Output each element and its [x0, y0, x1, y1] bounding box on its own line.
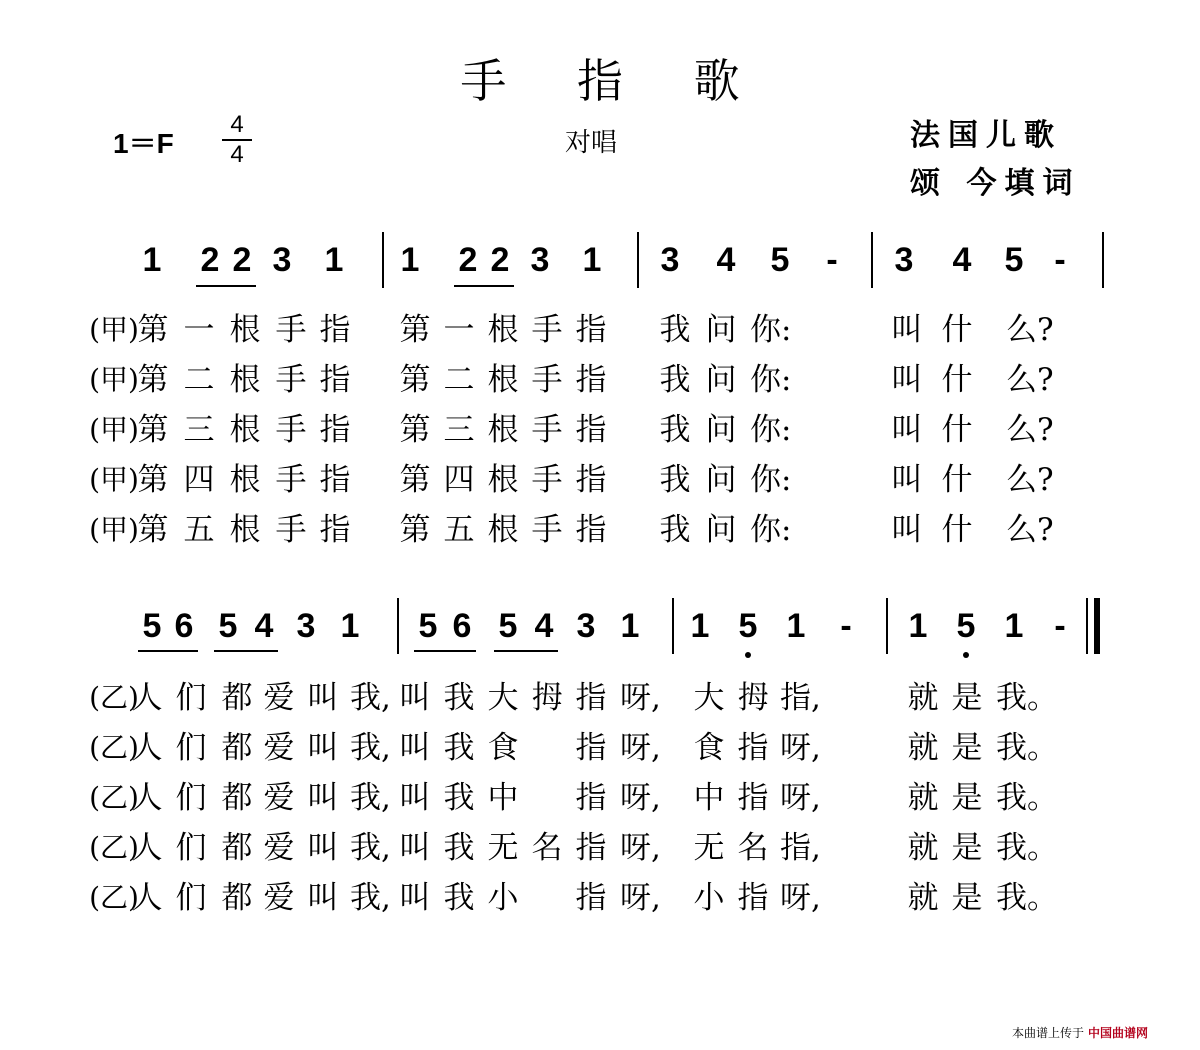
note-dash: - [1054, 241, 1066, 279]
lyric-char: 一 [443, 312, 475, 348]
lyric-part-marker: (乙) [89, 881, 139, 914]
lyric-char: 呀, [620, 830, 661, 866]
lyric-char: 根 [229, 312, 261, 348]
lyric-char: 我。 [996, 830, 1058, 866]
lyric-char: 指 [575, 312, 607, 348]
lyric-part-marker: (乙) [89, 681, 139, 714]
lyric-char: 叫 [399, 880, 431, 916]
note: 2 [232, 241, 252, 279]
lyric-char: 我, [350, 730, 391, 766]
lyric-char: 什 [941, 412, 973, 448]
lyric-char: 指 [575, 830, 607, 866]
low-octave-dot [745, 652, 751, 658]
lyric-char: 三 [443, 412, 475, 448]
lyric-char: 都 [221, 730, 253, 766]
note: 1 [582, 241, 602, 279]
lyric-char: 叫 [891, 462, 923, 498]
note: 1 [620, 607, 640, 645]
note: 5 [498, 607, 518, 645]
lyric-part-marker: (甲) [89, 363, 139, 396]
lyric-char: 什 [941, 512, 973, 548]
lyric-char: 人 [131, 830, 163, 866]
lyric-char: 手 [531, 462, 563, 498]
lyric-char: 你: [750, 512, 792, 548]
lyric-char: 根 [229, 512, 261, 548]
lyric-char: 第 [137, 462, 169, 498]
time-signature [222, 112, 252, 168]
note: 1 [690, 607, 710, 645]
lyric-char: 指 [319, 462, 351, 498]
lyric-char: 指 [737, 730, 769, 766]
note: 4 [534, 607, 554, 645]
lyric-char: 手 [531, 362, 563, 398]
lyric-char: 叫 [307, 680, 339, 716]
lyric-char: 人 [131, 730, 163, 766]
note: 4 [716, 241, 736, 279]
note: 5 [418, 607, 438, 645]
lyric-char: 叫 [307, 780, 339, 816]
lyric-char: 是 [951, 780, 983, 816]
lyric-char: 什 [941, 312, 973, 348]
lyric-char: 就 [907, 730, 939, 766]
lyric-char: 根 [487, 362, 519, 398]
lyric-char: 无 [693, 830, 725, 866]
note: 1 [786, 607, 806, 645]
lyric-char: 大 [693, 680, 725, 716]
note: 4 [254, 607, 274, 645]
lyric-char: 第 [137, 412, 169, 448]
lyric-char: 爱 [263, 680, 295, 716]
lyric-char: 什 [941, 362, 973, 398]
eighth-beam [196, 285, 256, 287]
note-dash: - [826, 241, 838, 279]
key-signature: 1＝F [113, 128, 174, 159]
lyric-char: 么? [1006, 312, 1054, 348]
lyric-char: 们 [175, 680, 207, 716]
lyric-part-marker: (甲) [89, 513, 139, 546]
lyric-char: 你: [750, 312, 792, 348]
lyric-char: 第 [137, 312, 169, 348]
barline [637, 232, 639, 288]
lyric-char: 么? [1006, 362, 1054, 398]
performance-note: 对唱 [565, 127, 618, 157]
lyric-char: 叫 [399, 680, 431, 716]
lyric-char: 么? [1006, 462, 1054, 498]
lyric-char: 我 [659, 462, 691, 498]
lyric-char: 指 [575, 780, 607, 816]
note: 6 [452, 607, 472, 645]
lyric-char: 我, [350, 680, 391, 716]
lyric-char: 呀, [780, 880, 821, 916]
lyric-char: 第 [137, 362, 169, 398]
lyric-char: 呀, [780, 780, 821, 816]
lyric-char: 第 [399, 512, 431, 548]
lyric-char: 根 [229, 412, 261, 448]
lyric-char: 都 [221, 780, 253, 816]
lyric-char: 手 [275, 312, 307, 348]
lyric-char: 我 [659, 362, 691, 398]
lyric-char: 四 [183, 462, 215, 498]
lyric-char: 四 [443, 462, 475, 498]
lyric-char: 问 [705, 312, 737, 348]
note: 1 [400, 241, 420, 279]
lyric-char: 呀, [620, 780, 661, 816]
site-logo: 中国曲谱网 [1088, 1026, 1149, 1040]
lyric-char: 人 [131, 880, 163, 916]
lyric-part-marker: (甲) [89, 413, 139, 446]
note: 3 [296, 607, 316, 645]
lyric-char: 叫 [891, 512, 923, 548]
note: 1 [142, 241, 162, 279]
lyric-char: 是 [951, 680, 983, 716]
lyric-char: 指 [575, 362, 607, 398]
note: 3 [272, 241, 292, 279]
upload-text: 本曲谱上传于 [1012, 1026, 1085, 1040]
time-signature-bottom: 4 [230, 141, 244, 168]
eighth-beam [138, 650, 198, 652]
lyric-char: 指 [575, 680, 607, 716]
note: 1 [340, 607, 360, 645]
lyric-char: 我 [659, 312, 691, 348]
lyric-char: 叫 [891, 362, 923, 398]
lyric-char: 手 [531, 312, 563, 348]
barline [871, 232, 873, 288]
barline [382, 232, 384, 288]
lyric-char: 们 [175, 880, 207, 916]
lyric-char: 手 [531, 412, 563, 448]
lyric-char: 手 [275, 412, 307, 448]
lyric-char: 我 [443, 880, 475, 916]
lyric-char: 人 [131, 680, 163, 716]
note: 5 [218, 607, 238, 645]
lyric-part-marker: (甲) [89, 463, 139, 496]
lyric-char: 什 [941, 462, 973, 498]
note: 2 [200, 241, 220, 279]
barline [672, 598, 674, 654]
lyric-char: 指 [737, 880, 769, 916]
lyric-char: 根 [487, 462, 519, 498]
lyric-char: 就 [907, 680, 939, 716]
lyric-char: 爱 [263, 730, 295, 766]
lyric-char: 二 [443, 362, 475, 398]
note: 1 [908, 607, 928, 645]
lyric-char: 是 [951, 830, 983, 866]
lyric-char: 二 [183, 362, 215, 398]
lyric-char: 中 [693, 780, 725, 816]
lyric-char: 指 [737, 780, 769, 816]
note: 5 [956, 607, 976, 645]
lyric-char: 你: [750, 462, 792, 498]
lyric-char: 是 [951, 730, 983, 766]
lyric-char: 叫 [891, 312, 923, 348]
lyric-char: 都 [221, 680, 253, 716]
lyric-char: 第 [137, 512, 169, 548]
note: 6 [174, 607, 194, 645]
lyric-char: 你: [750, 412, 792, 448]
lyric-char: 我 [443, 830, 475, 866]
barline [397, 598, 399, 654]
note: 2 [490, 241, 510, 279]
lyric-char: 食 [487, 730, 519, 766]
lyric-part-marker: (乙) [89, 731, 139, 764]
note: 3 [660, 241, 680, 279]
final-barline-thick [1094, 598, 1100, 654]
lyric-char: 手 [531, 512, 563, 548]
eighth-beam [494, 650, 558, 652]
lyric-char: 人 [131, 780, 163, 816]
lyric-char: 我, [350, 780, 391, 816]
lyric-char: 们 [175, 730, 207, 766]
lyric-char: 问 [705, 462, 737, 498]
lyric-char: 么? [1006, 412, 1054, 448]
lyric-char: 都 [221, 880, 253, 916]
lyric-char: 第 [399, 412, 431, 448]
lyric-char: 指 [575, 730, 607, 766]
lyric-char: 呀, [620, 730, 661, 766]
lyric-char: 叫 [307, 730, 339, 766]
lyric-char: 指, [780, 680, 821, 716]
lyric-char: 小 [487, 880, 519, 916]
lyricist-credit: 颂 今填词 [910, 166, 1081, 201]
lyric-char: 中 [487, 780, 519, 816]
lyric-char: 名 [737, 830, 769, 866]
lyric-char: 拇 [737, 680, 769, 716]
lyric-char: 第 [399, 462, 431, 498]
lyric-char: 五 [443, 512, 475, 548]
lyric-char: 我 [443, 680, 475, 716]
lyric-part-marker: (乙) [89, 781, 139, 814]
lyric-char: 呀, [780, 730, 821, 766]
lyric-char: 无 [487, 830, 519, 866]
note: 3 [894, 241, 914, 279]
lyric-char: 我 [659, 412, 691, 448]
note: 4 [952, 241, 972, 279]
lyric-char: 爱 [263, 830, 295, 866]
time-signature-top: 4 [230, 111, 244, 138]
lyric-char: 么? [1006, 512, 1054, 548]
lyric-char: 指, [780, 830, 821, 866]
lyric-char: 手 [275, 462, 307, 498]
note: 2 [458, 241, 478, 279]
lyric-char: 问 [705, 412, 737, 448]
lyric-char: 我 [659, 512, 691, 548]
lyric-char: 根 [487, 312, 519, 348]
note-dash: - [840, 607, 852, 645]
lyric-char: 爱 [263, 780, 295, 816]
lyric-char: 我 [443, 730, 475, 766]
lyric-char: 我。 [996, 680, 1058, 716]
lyric-char: 指 [319, 362, 351, 398]
eighth-beam [414, 650, 476, 652]
lyric-char: 大 [487, 680, 519, 716]
note: 1 [1004, 607, 1024, 645]
lyric-char: 小 [693, 880, 725, 916]
lyric-char: 根 [229, 362, 261, 398]
lyric-char: 爱 [263, 880, 295, 916]
lyric-char: 第 [399, 312, 431, 348]
lyric-char: 你: [750, 362, 792, 398]
note: 5 [738, 607, 758, 645]
lyric-char: 我。 [996, 730, 1058, 766]
note: 5 [142, 607, 162, 645]
lyric-char: 们 [175, 780, 207, 816]
upload-credit [1012, 1024, 1148, 1041]
lyric-char: 问 [705, 362, 737, 398]
lyric-char: 三 [183, 412, 215, 448]
lyric-char: 就 [907, 780, 939, 816]
lyric-char: 指 [575, 512, 607, 548]
eighth-beam [454, 285, 514, 287]
lyric-char: 就 [907, 830, 939, 866]
lyric-char: 是 [951, 880, 983, 916]
lyric-char: 叫 [399, 730, 431, 766]
note: 3 [576, 607, 596, 645]
note-dash: - [1054, 607, 1066, 645]
lyric-char: 叫 [891, 412, 923, 448]
lyric-char: 拇 [531, 680, 563, 716]
lyric-char: 叫 [307, 880, 339, 916]
lyric-char: 呀, [620, 680, 661, 716]
lyric-part-marker: (乙) [89, 831, 139, 864]
lyric-char: 根 [487, 412, 519, 448]
lyric-char: 根 [487, 512, 519, 548]
lyric-char: 第 [399, 362, 431, 398]
lyric-char: 我, [350, 880, 391, 916]
lyric-char: 指 [575, 880, 607, 916]
lyric-char: 名 [531, 830, 563, 866]
lyric-char: 我 [443, 780, 475, 816]
composer-credit: 法国儿歌 [910, 118, 1062, 153]
lyric-char: 一 [183, 312, 215, 348]
lyric-char: 叫 [307, 830, 339, 866]
note: 5 [770, 241, 790, 279]
lyric-char: 叫 [399, 780, 431, 816]
lyric-char: 问 [705, 512, 737, 548]
lyric-part-marker: (甲) [89, 313, 139, 346]
low-octave-dot [963, 652, 969, 658]
lyric-char: 指 [319, 412, 351, 448]
barline [1102, 232, 1104, 288]
note: 3 [530, 241, 550, 279]
lyric-char: 手 [275, 512, 307, 548]
lyric-char: 指 [319, 512, 351, 548]
lyric-char: 手 [275, 362, 307, 398]
lyric-char: 根 [229, 462, 261, 498]
lyric-char: 五 [183, 512, 215, 548]
lyric-char: 们 [175, 830, 207, 866]
lyric-char: 就 [907, 880, 939, 916]
lyric-char: 我。 [996, 780, 1058, 816]
song-title: 手 指 歌 [460, 54, 768, 108]
final-barline-thin [1086, 598, 1088, 654]
lyric-char: 食 [693, 730, 725, 766]
note: 5 [1004, 241, 1024, 279]
lyric-char: 指 [319, 312, 351, 348]
lyric-char: 呀, [620, 880, 661, 916]
lyric-char: 指 [575, 462, 607, 498]
note: 1 [324, 241, 344, 279]
lyric-char: 都 [221, 830, 253, 866]
lyric-char: 叫 [399, 830, 431, 866]
barline [886, 598, 888, 654]
lyric-char: 我。 [996, 880, 1058, 916]
lyric-char: 指 [575, 412, 607, 448]
lyric-char: 我, [350, 830, 391, 866]
eighth-beam [214, 650, 278, 652]
